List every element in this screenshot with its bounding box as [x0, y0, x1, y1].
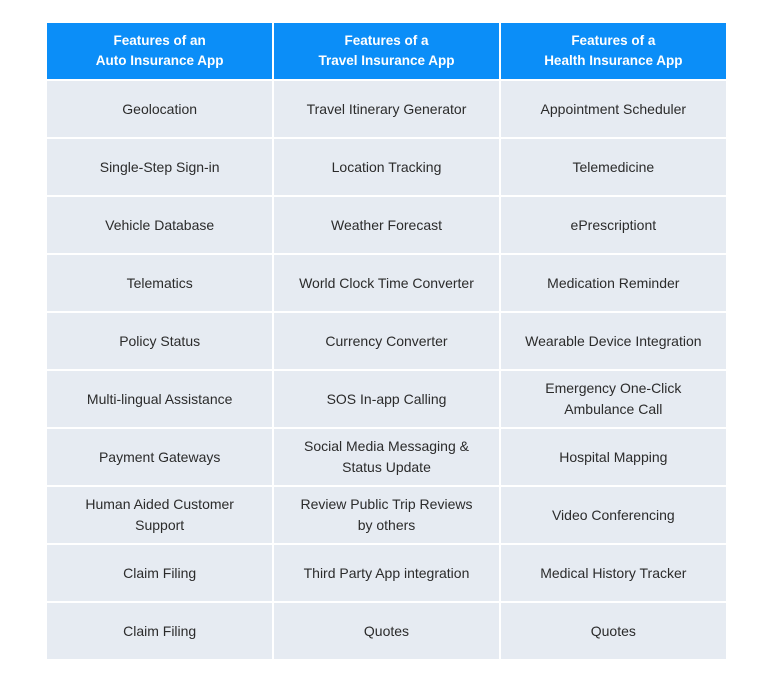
column-header-auto — [47, 23, 273, 80]
feature-text: Hospital Mapping — [559, 448, 668, 465]
feature-text: Human Aided Customer — [85, 496, 234, 512]
insurance-app-features-table — [47, 23, 726, 659]
feature-text: Travel Itinerary Generator — [306, 100, 467, 117]
feature-text: by others — [357, 517, 416, 533]
header-row — [47, 23, 726, 80]
feature-cell-auto — [47, 254, 273, 312]
feature-text: Emergency One-Click — [545, 380, 682, 396]
feature-text: Video Conferencing — [551, 506, 675, 523]
feature-text: Claim Filing — [123, 564, 197, 581]
table-row — [47, 254, 726, 312]
feature-cell-travel — [273, 138, 499, 196]
feature-cell-health — [500, 602, 726, 659]
feature-cell-auto — [47, 196, 273, 254]
feature-text: Policy Status — [119, 332, 201, 349]
feature-cell-auto — [47, 428, 273, 486]
feature-cell-auto — [47, 544, 273, 602]
header-text: Features of a — [571, 33, 656, 48]
feature-cell-travel — [273, 602, 499, 659]
feature-text: Payment Gateways — [98, 448, 221, 465]
table-row — [47, 544, 726, 602]
feature-text: Claim Filing — [123, 622, 197, 639]
feature-text: Social Media Messaging & — [304, 438, 469, 454]
feature-cell-travel — [273, 196, 499, 254]
feature-text: Multi-lingual Assistance — [86, 390, 233, 407]
feature-cell-travel — [273, 486, 499, 544]
header-text: Travel Insurance App — [318, 53, 455, 68]
feature-cell-auto — [47, 602, 273, 659]
feature-cell-travel — [273, 544, 499, 602]
feature-text: Quotes — [590, 622, 636, 639]
table-row — [47, 196, 726, 254]
feature-cell-travel — [273, 370, 499, 428]
table-body — [47, 80, 726, 659]
column-header-travel — [273, 23, 499, 80]
feature-text: Geolocation — [122, 100, 198, 117]
feature-text: SOS In-app Calling — [326, 390, 447, 407]
header-text: Auto Insurance App — [95, 53, 224, 68]
feature-text: Medical History Tracker — [540, 564, 687, 581]
feature-text: World Clock Time Converter — [299, 274, 474, 291]
feature-text: Review Public Trip Reviews — [300, 496, 473, 512]
feature-text: Currency Converter — [325, 332, 448, 349]
feature-text: Ambulance Call — [564, 401, 663, 417]
table-row — [47, 486, 726, 544]
header-text: Features of an — [113, 33, 206, 48]
feature-text: Telemedicine — [572, 158, 655, 175]
feature-cell-health — [500, 196, 726, 254]
feature-cell-health — [500, 486, 726, 544]
feature-cell-auto — [47, 370, 273, 428]
feature-cell-health — [500, 544, 726, 602]
column-header-health — [500, 23, 726, 80]
feature-cell-health — [500, 80, 726, 138]
feature-text: Telematics — [126, 274, 193, 291]
feature-cell-health — [500, 370, 726, 428]
feature-cell-health — [500, 312, 726, 370]
header-text: Health Insurance App — [544, 53, 683, 68]
feature-cell-travel — [273, 312, 499, 370]
feature-cell-travel — [273, 428, 499, 486]
feature-cell-auto — [47, 80, 273, 138]
header-text: Features of a — [344, 33, 429, 48]
table-row — [47, 138, 726, 196]
feature-cell-health — [500, 254, 726, 312]
feature-text: Vehicle Database — [105, 216, 215, 233]
feature-text: Location Tracking — [331, 158, 442, 175]
feature-text: Third Party App integration — [303, 564, 470, 581]
feature-text: Single-Step Sign-in — [99, 158, 220, 175]
table-row — [47, 80, 726, 138]
feature-cell-auto — [47, 312, 273, 370]
feature-cell-health — [500, 428, 726, 486]
table-row — [47, 370, 726, 428]
feature-text: Weather Forecast — [330, 216, 442, 233]
table-row — [47, 312, 726, 370]
feature-text: Wearable Device Integration — [525, 332, 702, 349]
feature-text: ePrescriptiont — [570, 216, 657, 233]
feature-text: Status Update — [342, 459, 431, 475]
feature-text: Quotes — [363, 622, 410, 639]
feature-cell-auto — [47, 138, 273, 196]
table-row — [47, 602, 726, 659]
feature-text: Support — [135, 517, 185, 533]
feature-cell-travel — [273, 80, 499, 138]
feature-cell-health — [500, 138, 726, 196]
feature-text: Medication Reminder — [547, 274, 680, 291]
feature-cell-auto — [47, 486, 273, 544]
table-row — [47, 428, 726, 486]
feature-cell-travel — [273, 254, 499, 312]
feature-text: Appointment Scheduler — [540, 100, 687, 117]
